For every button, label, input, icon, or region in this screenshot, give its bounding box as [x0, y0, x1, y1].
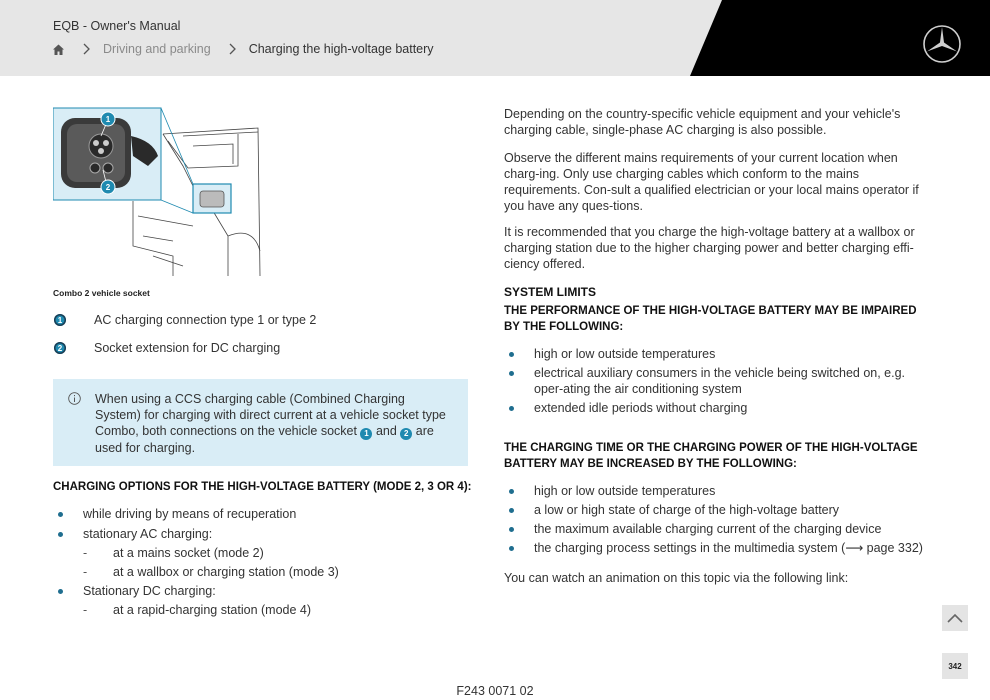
mercedes-star-logo — [922, 24, 962, 64]
info-text-after: are used for charging. — [95, 424, 434, 455]
home-icon[interactable] — [52, 43, 65, 56]
impaired-heading: THE PERFORMANCE OF THE HIGH-VOLTAGE BATTERY MAY BE IMPAIRED BY THE FOLLOWING: — [504, 305, 917, 333]
info-and-text: and — [375, 424, 397, 438]
increased-list — [504, 483, 924, 556]
chevron-right-icon — [81, 43, 91, 55]
figure-caption: Combo 2 vehicle socket — [53, 288, 150, 298]
info-text-before: When using a CCS charging cable (Combined Charging System) for charging with direct current at a vehicle socket type Combo, both connections on the vehicle socket — [95, 392, 446, 438]
number-badge: 2 — [400, 428, 412, 440]
breadcrumb — [52, 42, 434, 56]
figure-code: F243 0071 02 — [456, 684, 534, 698]
paragraph-single-phase: Depending on the country-specific vehicle equipment and your vehicle's charging cable, single-phase AC charging is also possible. — [504, 107, 901, 137]
scroll-to-top-button[interactable] — [942, 605, 968, 631]
increased-heading: THE CHARGING TIME OR THE CHARGING POWER OF THE HIGH-VOLTAGE BATTERY MAY BE INCREASED BY THE FOLLOWING: — [504, 442, 918, 470]
number-badge: 2 — [54, 342, 66, 354]
charging-options-heading: CHARGING OPTIONS FOR THE HIGH-VOLTAGE BATTERY (MODE 2, 3 OR 4): — [53, 481, 472, 493]
page-number-button[interactable]: 342 — [942, 653, 968, 679]
number-badge: 1 — [54, 314, 66, 326]
list-item: the charging process settings in the multimedia system (⟶ page 332) — [504, 540, 924, 556]
charging-options-list — [53, 506, 473, 618]
list-item: high or low outside temperatures — [504, 483, 924, 499]
chevron-up-icon — [947, 613, 963, 623]
animation-link-text: You can watch an animation on this topic via the following link: — [504, 571, 849, 585]
legend-item-2 — [54, 341, 280, 355]
list-item: electrical auxiliary consumers in the vehicle being switched on, e.g. oper-ating the air conditioning system — [504, 365, 924, 397]
paragraph-mains-requirements: Observe the different mains requirements of your current location when charg-ing. Only use charging cables which conform to the mains requirements. Con-sult a qualified electrician or your local mains operator if you have any ques-tions. — [504, 151, 919, 213]
breadcrumb-current: Charging the high-voltage battery — [248, 42, 434, 56]
list-item: Stationary DC charging: — [53, 583, 473, 599]
legend-text: AC charging connection type 1 or type 2 — [94, 313, 317, 327]
combo2-socket-illustration — [53, 106, 263, 278]
list-item: extended idle periods without charging — [504, 400, 924, 416]
list-item: - at a rapid-charging station (mode 4) — [53, 602, 473, 618]
info-note — [53, 379, 468, 466]
legend-text: Socket extension for DC charging — [94, 341, 281, 355]
list-item: stationary AC charging: — [53, 526, 473, 542]
legend-item-1 — [54, 313, 316, 327]
figure-callout-1: 1 — [105, 115, 111, 124]
list-item: a low or high state of charge of the high-voltage battery — [504, 502, 924, 518]
list-item: the maximum available charging current of the charging device — [504, 521, 924, 537]
list-item: - at a mains socket (mode 2) — [53, 545, 473, 561]
list-item: while driving by means of recuperation — [53, 506, 473, 522]
breadcrumb-link-driving-and-parking[interactable]: Driving and parking — [103, 42, 211, 56]
figure-callout-2: 2 — [105, 183, 111, 192]
paragraph-recommendation: It is recommended that you charge the high-voltage battery at a wallbox or charging station due to the higher charging power and better charging effi-ciency offered. — [504, 225, 915, 271]
chevron-right-icon — [227, 43, 237, 55]
manual-title: EQB - Owner's Manual — [53, 19, 181, 33]
list-item: high or low outside temperatures — [504, 346, 924, 362]
system-limits-heading: SYSTEM LIMITS — [504, 285, 597, 299]
impaired-list — [504, 346, 924, 416]
info-icon — [68, 392, 81, 405]
header-bar — [0, 0, 990, 76]
list-item: - at a wallbox or charging station (mode 3) — [53, 564, 473, 580]
number-badge: 1 — [360, 428, 372, 440]
